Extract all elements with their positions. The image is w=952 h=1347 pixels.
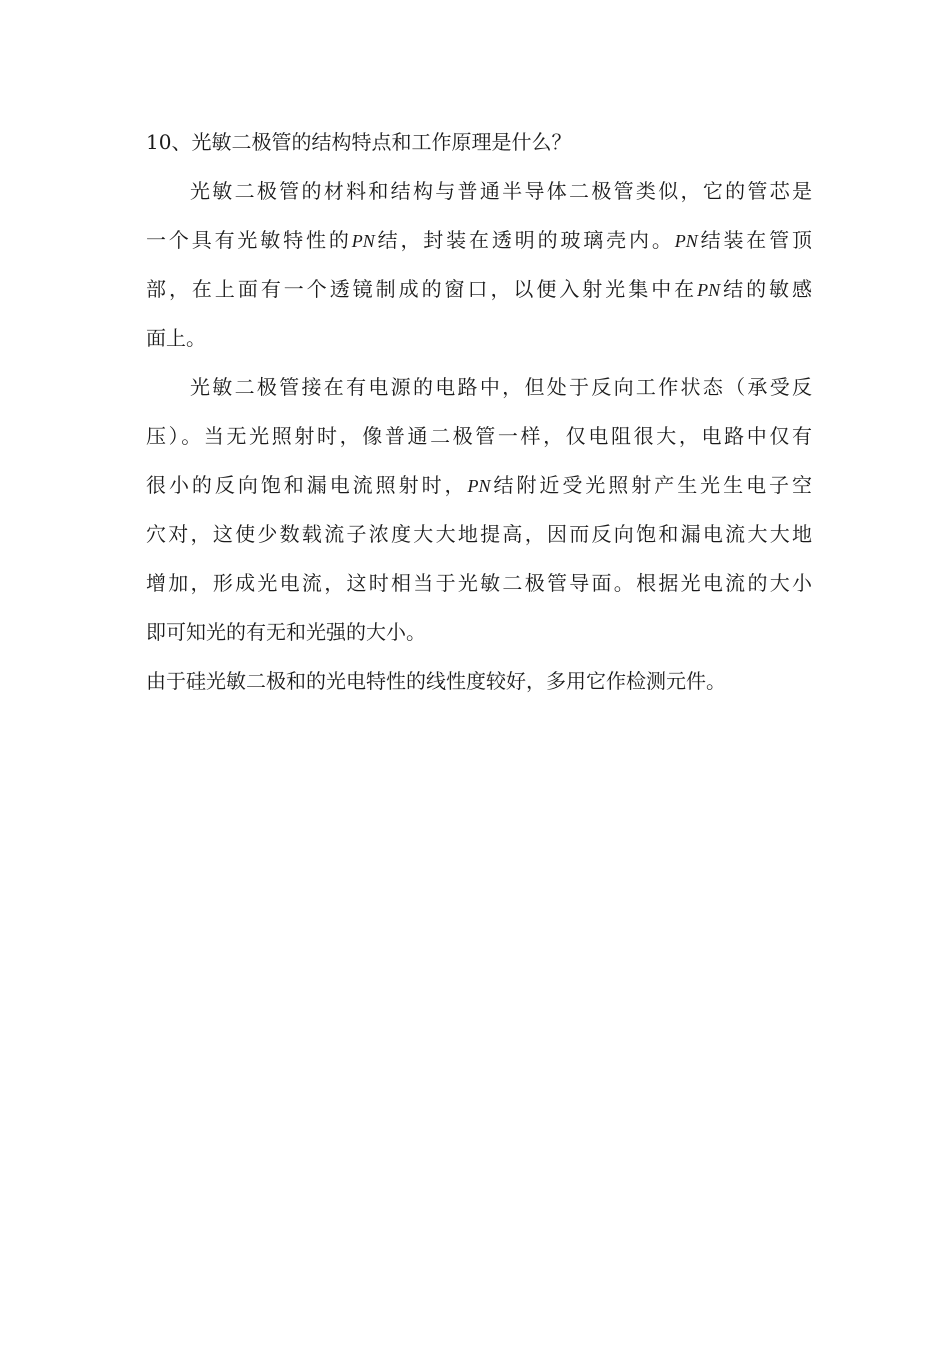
paragraph-principle [146,369,812,650]
paragraph-application: 由于硅光敏二极和的光电特性的线性度较好，多用它作检测元件。 [146,669,726,693]
document-body [146,124,812,699]
paragraph-line [146,271,812,307]
pn-term: PN [467,476,491,496]
text-run: 结附近受光照射产生光生电子空 [490,473,813,497]
paragraph-line: 光敏二极管的材料和结构与普通半导体二极管类似，它的管芯是 [190,179,812,203]
paragraph-line: 光敏二极管接在有电源的电路中，但处于反向工作状态（承受反 [190,375,812,399]
paragraph-line: 压）。当无光照射时，像普通二极管一样，仅电阻很大，电路中仅有 [146,424,812,448]
pn-term: PN [697,280,721,300]
paragraph-line: 增加，形成光电流，这时相当于光敏二极管导面。根据光电流的大小 [146,571,812,595]
pn-term: PN [674,231,698,251]
pn-term: PN [351,231,375,251]
text-run: 部，在上面有一个透镜制成的窗口，以便入射光集中在 [146,277,698,301]
text-run: 很小的反向饱和漏电流照射时， [146,473,468,497]
text-run: 结，封装在透明的玻璃壳内。 [374,228,675,252]
paragraph-structure [146,173,812,356]
text-run: 结装在管顶 [697,228,813,252]
paragraph-line: 即可知光的有无和光强的大小。 [146,620,426,644]
question-heading: 10、光敏二极管的结构特点和工作原理是什么？ [146,130,572,154]
paragraph-line [146,467,812,503]
paragraph-line: 面上。 [146,326,206,350]
paragraph-line: 穴对，这使少数载流子浓度大大地提高，因而反向饱和漏电流大大地 [146,522,812,546]
text-run: 结的敏感 [720,277,813,301]
text-run: 一个具有光敏特性的 [146,228,352,252]
paragraph-line [146,222,812,258]
